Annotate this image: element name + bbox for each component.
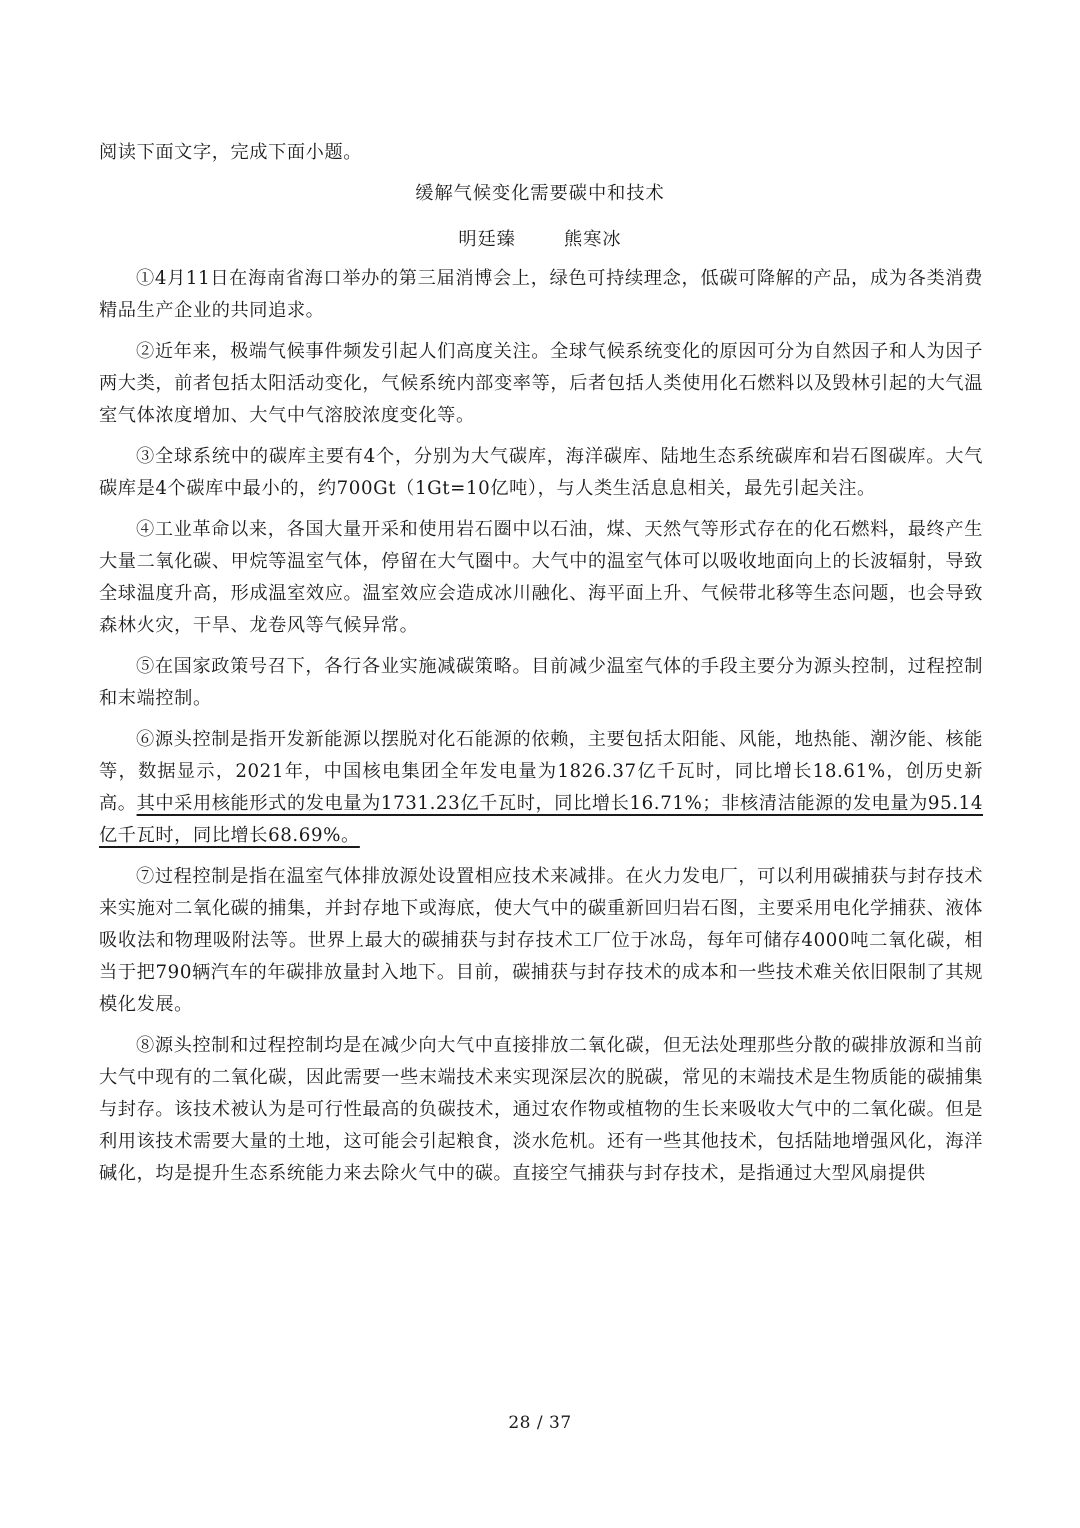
paragraph-text: ④工业革命以来，各国大量开采和使用岩石圈中以石油，煤、天然气等形式存在的化石燃料，最终产生大量二氧化碳、甲烷等温室气体，停留在大气圈中。大气中的温室气体可以吸收地面向上的长波辐射，导致全球温度升高，形成温室效应。温室效应会造成冰川融化、海平面上升、气候带北移等生态问题，也会导致森林火灾，干旱、龙卷风等气候异常。 bbox=[99, 519, 983, 636]
article-body bbox=[99, 263, 983, 1199]
article-authors bbox=[0, 225, 1080, 251]
author-name: 明廷臻 bbox=[458, 229, 516, 250]
paragraph-text: ②近年来，极端气候事件频发引起人们高度关注。全球气候系统变化的原因可分为自然因子和人为因子两大类，前者包括太阳活动变化，气候系统内部变率等，后者包括人类使用化石燃料以及毁林引起的大气温室气体浓度增加、大气中气溶胶浓度变化等。 bbox=[99, 341, 983, 426]
underlined-sentence: 其中采用核能形式的发电量为1731.23亿千瓦时，同比增长16.71%；非核清洁能源的发电量为95.14亿千瓦时，同比增长68.69%。 bbox=[99, 793, 984, 846]
paragraph-2 bbox=[99, 336, 983, 432]
page-number: 28 / 37 bbox=[508, 1413, 572, 1433]
paragraph-text: ⑤在国家政策号召下，各行各业实施减碳策略。目前减少温室气体的手段主要分为源头控制，过程控制和末端控制。 bbox=[99, 656, 983, 709]
paragraph-text: ①4月11日在海南省海口举办的第三届消博会上，绿色可持续理念，低碳可降解的产品，成为各类消费精品生产企业的共同追求。 bbox=[99, 268, 983, 321]
paragraph-4 bbox=[99, 514, 983, 642]
paragraph-text: ⑦过程控制是指在温室气体排放源处设置相应技术来减排。在火力发电厂，可以利用碳捕获与封存技术来实施对二氧化碳的捕集，并封存地下或海底，使大气中的碳重新回归岩石图，主要采用电化学捕获、液体吸收法和物理吸附法等。世界上最大的碳捕获与封存技术工厂位于冰岛，每年可储存4000吨二氧化碳，相当于把790辆汽车的年碳排放量封入地下。目前，碳捕获与封存技术的成本和一些技术难关依旧限制了其规模化发展。 bbox=[99, 866, 983, 1015]
paragraph-7 bbox=[99, 861, 983, 1021]
paragraph-8 bbox=[99, 1030, 983, 1190]
article-title: 缓解气候变化需要碳中和技术 bbox=[415, 183, 665, 204]
instruction-text: 阅读下面文字，完成下面小题。 bbox=[99, 142, 363, 163]
paragraph-6 bbox=[99, 724, 983, 852]
paragraph-5 bbox=[99, 651, 983, 715]
paragraph-1 bbox=[99, 263, 983, 327]
paragraph-text: ⑥源头控制是指开发新能源以摆脱对化石能源的依赖，主要包括太阳能、风能，地热能、潮汐能、核能等，数据显示，2021年，中国核电集团全年发电量为1826.37亿千瓦时，同比增长18.61%，创历史新高。 bbox=[99, 729, 983, 814]
paragraph-text: ③全球系统中的碳库主要有4个，分别为大气碳库，海洋碳库、陆地生态系统碳库和岩石图碳库。大气碳库是4个碳库中最小的，约700Gt（1Gt=10亿吨），与人类生活息息相关，最先引起关注。 bbox=[99, 446, 983, 499]
paragraph-text: ⑧源头控制和过程控制均是在减少向大气中直接排放二氧化碳，但无法处理那些分散的碳排放源和当前大气中现有的二氧化碳，因此需要一些末端技术来实现深层次的脱碳，常见的末端技术是生物质能的碳捕集与封存。该技术被认为是可行性最高的负碳技术，通过农作物或植物的生长来吸收大气中的二氧化碳。但是利用该技术需要大量的土地，这可能会引起粮食，淡水危机。还有一些其他技术，包括陆地增强风化，海洋碱化，均是提升生态系统能力来去除火气中的碳。直接空气捕获与封存技术，是指通过大型风扇提供 bbox=[99, 1035, 983, 1184]
paragraph-3 bbox=[99, 441, 983, 505]
author-name: 熊寒冰 bbox=[564, 229, 622, 250]
